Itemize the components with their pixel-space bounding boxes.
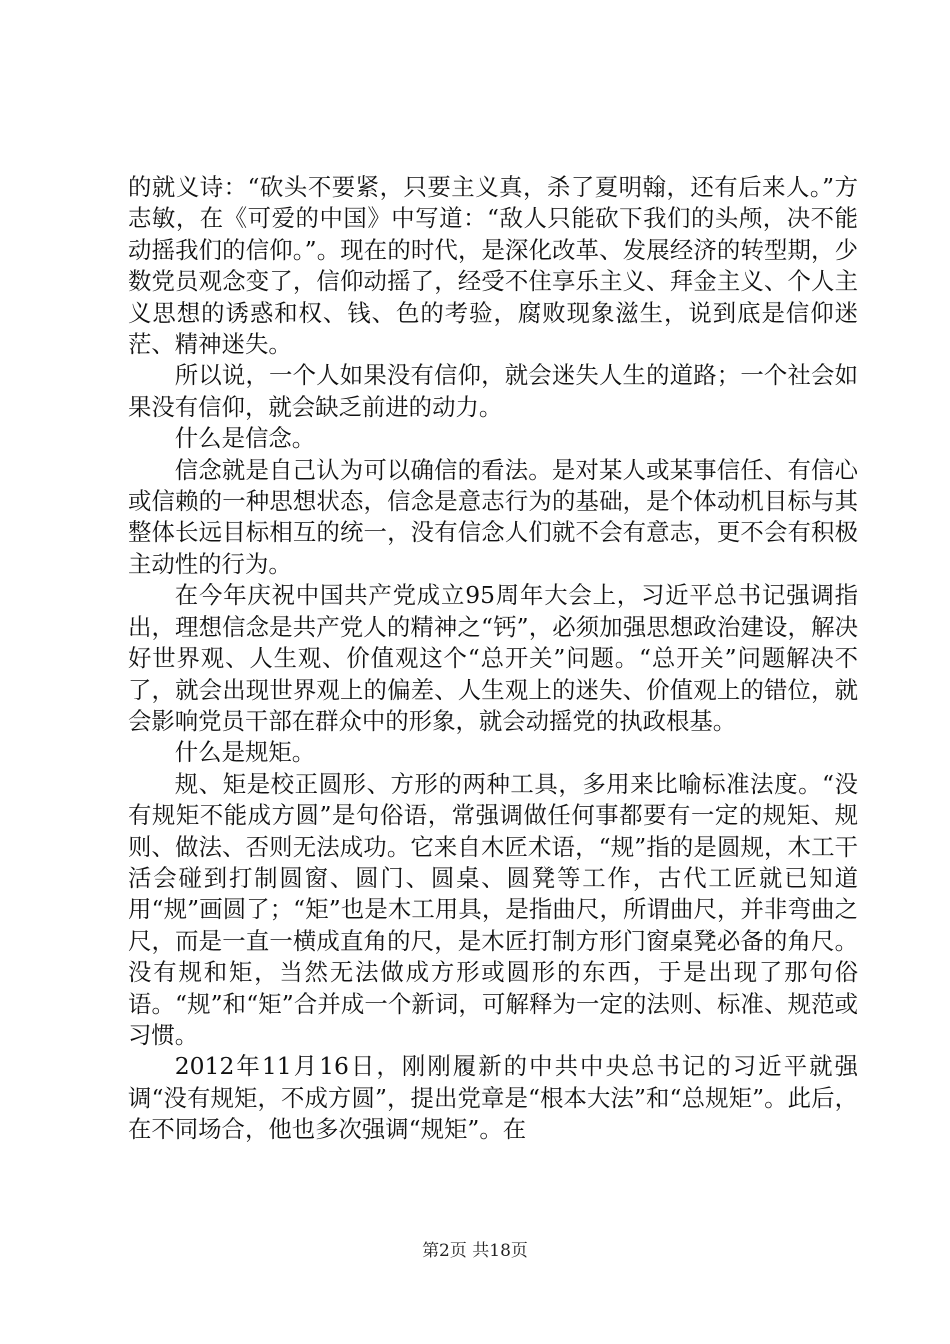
paragraph-2: 所以说，一个人如果没有信仰，就会迷失人生的道路；一个社会如果没有信仰，就会缺乏前进的动力。: [128, 361, 858, 421]
paragraph-5: 规、矩是校正圆形、方形的两种工具，多用来比喻标准法度。“没有规矩不能成方圆”是句俗语，常强调做任何事都要有一定的规矩、规则、做法、否则无法成功。它来自木匠术语，“规”指的是圆规，木工干活会碰到打制圆窗、圆门、圆桌、圆凳等工作，古代工匠就已知道用“规”画圆了；“矩”也是木工用具，是指曲尺，所谓曲尺，并非弯曲之尺，而是一直一横成直角的尺，是木匠打制方形门窗桌凳必备的角尺。没有规和矩，当然无法做成方形或圆形的东西，于是出现了那句俗语。“规”和“矩”合并成一个新词，可解释为一定的法则、标准、规范或习惯。: [128, 769, 858, 1049]
paragraph-3: 信念就是自己认为可以确信的看法。是对某人或某事信任、有信心或信赖的一种思想状态，信念是意志行为的基础，是个体动机目标与其整体长远目标相互的统一，没有信念人们就不会有意志，更不会有积极主动性的行为。: [128, 455, 858, 578]
section-heading-rules: 什么是规矩。: [174, 738, 316, 767]
document-body: [128, 172, 858, 1146]
page-footer: 第2页 共18页: [422, 1241, 528, 1261]
section-heading-belief: 什么是信念。: [174, 424, 316, 453]
paragraph-6: 2012年11月16日，刚刚履新的中共中央总书记的习近平就强调“没有规矩，不成方圆”，提出党章是“根本大法”和“总规矩”。此后，在不同场合，他也多次强调“规矩”。在: [128, 1052, 858, 1144]
paragraph-1: 的就义诗：“砍头不要紧，只要主义真，杀了夏明翰，还有后来人。”方志敏，在《可爱的中国》中写道：“敌人只能砍下我们的头颅，决不能动摇我们的信仰。”。现在的时代，是深化改革、发展经济的转型期，少数党员观念变了，信仰动摇了，经受不住享乐主义、拜金主义、个人主义思想的诱惑和权、钱、色的考验，腐败现象滋生，说到底是信仰迷茫、精神迷失。: [128, 173, 858, 359]
paragraph-4: 在今年庆祝中国共产党成立95周年大会上，习近平总书记强调指出，理想信念是共产党人的精神之“钙”，必须加强思想政治建设，解决好世界观、人生观、价值观这个“总开关”问题。“总开关”问题解决不了，就会出现世界观上的偏差、人生观上的迷失、价值观上的错位，就会影响党员干部在群众中的形象，就会动摇党的执政根基。: [128, 581, 858, 735]
